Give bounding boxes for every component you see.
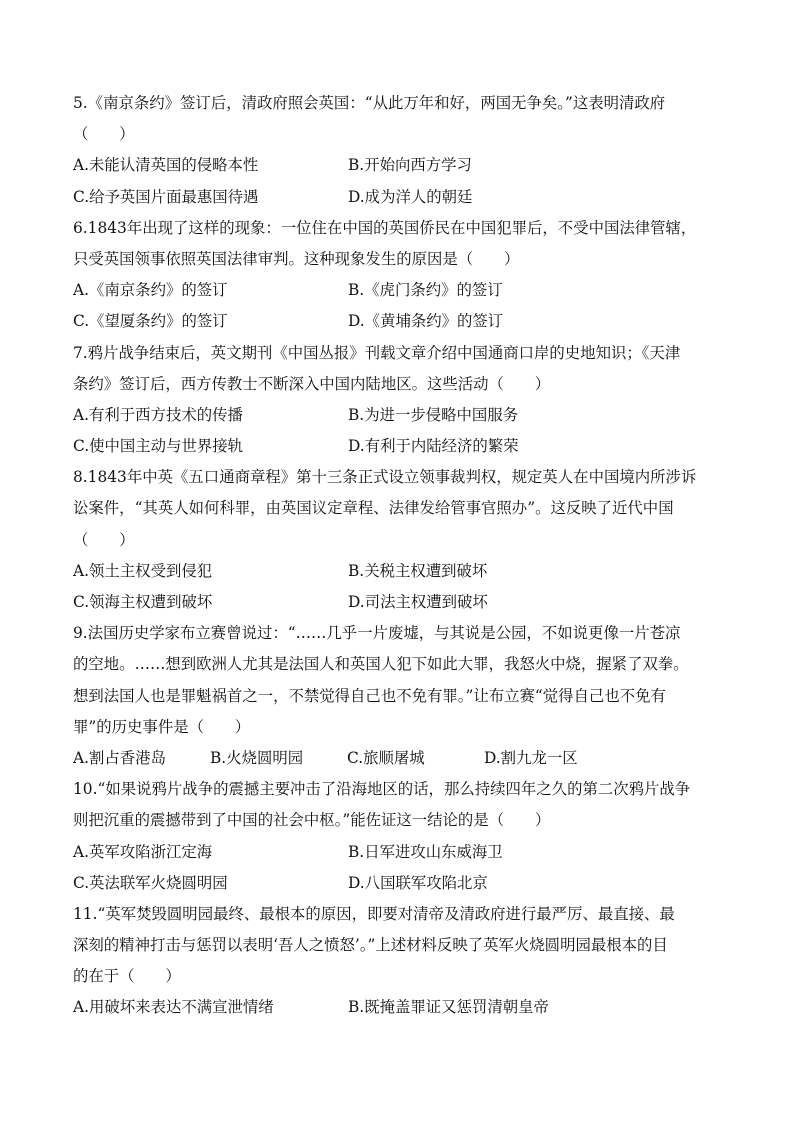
options-row: [73, 556, 721, 587]
option-c: C.《望厦条约》的签订: [73, 312, 228, 331]
options-row: [73, 743, 721, 774]
option-d: D.割九龙一区: [484, 748, 578, 767]
option-c: C.英法联军火烧圆明园: [73, 873, 228, 892]
option-c: C.领海主权遭到破坏: [73, 593, 213, 611]
question-text-line: 7.鸦片战争结束后，英文期刊《中国丛报》刊载文章介绍中国通商口岸的史地知识；《天津: [73, 343, 681, 362]
option-b: B.《虎门条约》的签订: [348, 281, 503, 300]
question-text-line: （ ）: [73, 125, 135, 144]
option-c: C.给予英国片面最惠国待遇: [73, 187, 259, 206]
option-a: A.割占香港岛: [73, 748, 166, 767]
options-row: [73, 868, 721, 899]
option-b: B.为进一步侵略中国服务: [348, 405, 519, 424]
question-text-line: 深刻的精神打击与惩罚以表明‘吾人之愤怒’。”上述材料反映了英军火烧圆明园最根本的目: [73, 936, 668, 955]
option-d: D.《黄埔条约》的签订: [348, 312, 504, 331]
options-row: [73, 182, 721, 213]
option-c: C.旅顺屠城: [347, 748, 425, 767]
option-a: A.英军攻陷浙江定海: [73, 842, 213, 861]
options-row: [73, 992, 721, 1023]
options-row: [73, 150, 721, 181]
question-11: [73, 899, 721, 1024]
options-row: [73, 400, 721, 431]
question-8: [73, 462, 721, 618]
option-a: A.用破坏来表达不满宣泄情绪: [73, 998, 274, 1017]
option-d: D.八国联军攻陷北京: [348, 873, 488, 892]
option-d: D.司法主权遭到破坏: [348, 593, 488, 611]
option-b: B.开始向西方学习: [348, 156, 472, 175]
options-row: [73, 306, 721, 337]
question-5: [73, 88, 721, 213]
option-d: D.有利于内陆经济的繁荣: [348, 437, 519, 456]
option-a: A.有利于西方技术的传播: [73, 405, 243, 424]
question-text-line: 11.“英军焚毁圆明园最终、最根本的原因，即要对清帝及清政府进行最严厉、最直接、最: [73, 904, 675, 923]
question-text-line: 讼案件，“其英人如何科罪，由英国议定章程、法律发给管事官照办”。这反映了近代中国: [73, 499, 674, 518]
question-text-line: 的在于（ ）: [73, 967, 181, 986]
question-9: [73, 618, 721, 774]
question-text-line: 的空地。……想到欧洲人尤其是法国人和英国人犯下如此大罪，我怒火中烧，握紧了双拳。: [73, 655, 689, 674]
options-row: [73, 587, 721, 618]
option-b: B.关税主权遭到破坏: [348, 561, 488, 580]
options-row: [73, 431, 721, 462]
option-a: A.领土主权受到侵犯: [73, 561, 213, 580]
option-a: A.未能认清英国的侵略本性: [73, 156, 259, 175]
question-text-line: 想到法国人也是罪魁祸首之一，不禁觉得自己也不免有罪。”让布立赛“觉得自己也不免有: [73, 686, 666, 705]
question-text-line: 罪”的历史事件是（ ）: [73, 717, 251, 736]
question-sheet: [73, 88, 721, 1024]
question-text-line: 9.法国历史学家布立赛曾说过：“……几乎一片废墟，与其说是公园，不如说更像一片苍凉: [73, 624, 681, 643]
option-b: B.日军进攻山东威海卫: [348, 842, 503, 861]
option-b: B.既掩盖罪证又惩罚清朝皇帝: [348, 998, 549, 1017]
question-text-line: 10.“如果说鸦片战争的震撼主要冲击了沿海地区的话，那么持续四年之久的第二次鸦片战争: [73, 780, 691, 799]
option-b: B.火烧圆明园: [210, 748, 304, 767]
question-text-line: 则把沉重的震撼带到了中国的社会中枢。”能佐证这一结论的是（ ）: [73, 811, 551, 830]
question-10: [73, 774, 721, 899]
question-text-line: 6.1843年出现了这样的现象：一位住在中国的英国侨民在中国犯罪后，不受中国法律管辖，: [73, 218, 697, 237]
option-a: A.《南京条约》的签订: [73, 281, 228, 300]
option-c: C.使中国主动与世界接轨: [73, 437, 244, 456]
question-text-line: 8.1843年中英《五口通商章程》第十三条正式设立领事裁判权，规定英人在中国境内所涉诉: [73, 468, 697, 487]
question-6: [73, 213, 721, 338]
question-text-line: 条约》签订后，西方传教士不断深入中国内陆地区。这些活动（ ）: [73, 374, 551, 393]
option-d: D.成为洋人的朝廷: [348, 187, 473, 206]
options-row: [73, 837, 721, 868]
options-row: [73, 275, 721, 306]
question-text-line: 只受英国领事依照英国法律审判。这种现象发生的原因是（ ）: [73, 249, 520, 268]
question-text-line: 5.《南京条约》签订后，清政府照会英国：“从此万年和好，两国无争矣。”这表明清政府: [73, 94, 666, 112]
question-text-line: （ ）: [73, 530, 135, 549]
question-7: [73, 338, 721, 463]
